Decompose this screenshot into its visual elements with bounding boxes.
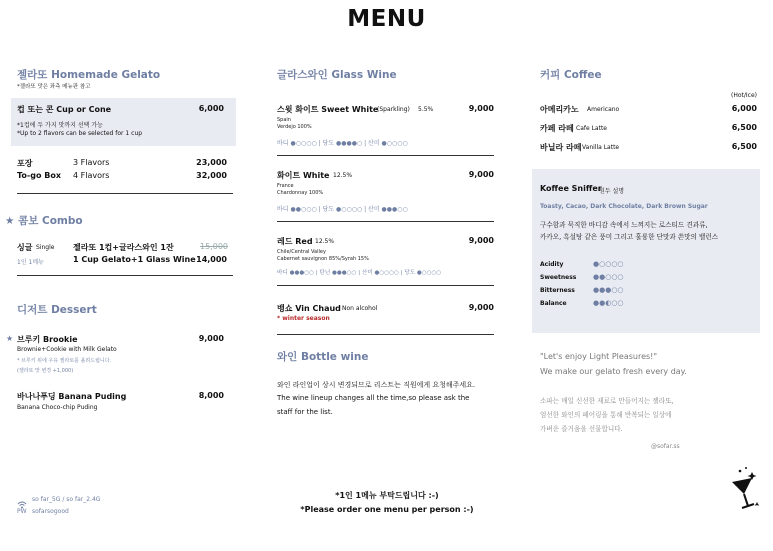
dessert-heading: 디저트 Dessert xyxy=(17,304,97,316)
togo-label-en: To-go Box xyxy=(17,171,61,180)
combo-name-kr: 싱글 xyxy=(17,243,33,252)
sniffer-desc-2: 카카오, 흑설탕 같은 풍미 그리고 훌륭한 단맛과 쓴맛의 밸런스 xyxy=(540,233,719,241)
bottle-line-2: The wine lineup changes all the time,so please ask the xyxy=(277,394,470,402)
about-line-3: 가벼운 즐거움을 선물합니다. xyxy=(540,425,623,433)
bottle-line-3: staff for the list. xyxy=(277,408,333,416)
combo-old-price: 15,000 xyxy=(200,242,228,251)
coffee-heading: 커피 Coffee xyxy=(540,69,602,81)
page-title: MENU xyxy=(347,6,426,32)
combo-desc-en: 1 Cup Gelato+1 Glass Wine xyxy=(73,255,196,264)
americano-name-kr: 아메리카노 xyxy=(540,105,579,114)
order-note-en: *Please order one menu per person :-) xyxy=(300,505,474,514)
brookie-price: 9,000 xyxy=(198,334,224,343)
americano-name-en: Americano xyxy=(587,106,620,113)
gelato-cup-note-en: *Up to 2 flavors can be selected for 1 cup xyxy=(17,130,143,137)
cocktail-glass-icon xyxy=(722,466,762,520)
gelato-note: *젤라또 맛은 좌측 메뉴판 참고 xyxy=(17,84,91,90)
gelato-heading: 젤라또 Homemade Gelato xyxy=(17,69,161,81)
combo-price: 14,000 xyxy=(196,255,227,264)
vanilla-name-kr: 바닐라 라떼 xyxy=(540,143,582,152)
wine-1-grape: Verdejo 100% xyxy=(277,124,312,130)
vinchaud-price: 9,000 xyxy=(468,303,494,312)
togo-option-3: 3 Flavors xyxy=(73,158,110,167)
glass-heading: 글라스와인 Glass Wine xyxy=(277,69,397,81)
vinchaud-name: 뱅쇼 Vin Chaud xyxy=(277,304,341,313)
wine-2-grape: Chardonnay 100% xyxy=(277,190,324,196)
wine-3-taste: 바디 ●●●○○ | 탄닌 ●●●○○ | 산미 ●○○○○ | 당도 ●○○○○ xyxy=(277,270,442,276)
bitterness-label: Bitterness xyxy=(540,287,575,294)
latte-name-kr: 카페 라떼 xyxy=(540,124,574,133)
wine-2-name: 화이트 White xyxy=(277,171,330,180)
sweetness-rating: ●●○○○ xyxy=(593,273,624,281)
sniffer-desc-1: 구수함과 묵직한 바디감 속에서 느껴지는 로스티드 견과류, xyxy=(540,221,708,229)
instagram-handle: @sofar.ss xyxy=(651,443,680,450)
togo-price-3: 23,000 xyxy=(196,158,227,167)
divider xyxy=(17,275,233,276)
wifi-pw-label: PW xyxy=(17,508,27,515)
about-line-2: 엄선한 와인의 페어링을 통해 반복되는 일상에 xyxy=(540,411,672,419)
togo-price-4: 32,000 xyxy=(196,171,227,180)
togo-option-4: 4 Flavors xyxy=(73,171,110,180)
sniffer-sub: 원두 설명 xyxy=(599,188,625,195)
wifi-password: sofarsogood xyxy=(32,508,69,515)
brookie-sub: Brownie+Cookie with Milk Gelato xyxy=(17,346,117,353)
brookie-note-2: (젤라또 맛 변경 +1,000) xyxy=(17,368,74,374)
bottle-heading: 와인 Bottle wine xyxy=(277,351,369,363)
gelato-cup-price: 6,000 xyxy=(198,104,224,113)
wine-2-price: 9,000 xyxy=(468,170,494,179)
vanilla-price: 6,500 xyxy=(731,142,757,151)
combo-sub: 1인 1메뉴 xyxy=(17,259,44,266)
bottle-line-1: 와인 라인업이 상시 변경되므로 리스트는 직원에게 요청해주세요. xyxy=(277,381,476,389)
sniffer-name: Koffee Sniffer xyxy=(540,184,602,193)
wifi-ssid: so far_5G / so far_2.4G xyxy=(32,496,101,503)
order-note-kr: *1인 1메뉴 부탁드립니다 :-) xyxy=(335,491,439,500)
quote-line-2: We make our gelato fresh every day. xyxy=(540,367,687,376)
wine-2-taste: 바디 ●●○○○ | 당도 ●○○○○ | 산미 ●●●○○ xyxy=(277,206,408,213)
vanilla-name-en: Vanilla Latte xyxy=(582,144,620,151)
wine-1-abv: 5.5% xyxy=(418,106,434,113)
pudding-name: 바나나푸딩 Banana Puding xyxy=(17,392,127,401)
divider xyxy=(277,285,494,286)
vinchaud-note: * winter season xyxy=(277,315,330,322)
wine-3-abv: 12.5% xyxy=(315,238,335,245)
acidity-rating: ●○○○○ xyxy=(593,260,624,268)
quote-line-1: "Let's enjoy Light Pleasures!" xyxy=(540,352,658,361)
divider xyxy=(277,334,494,335)
sweetness-label: Sweetness xyxy=(540,274,577,281)
vinchaud-tag: Non alcohol xyxy=(342,305,378,312)
latte-price: 6,500 xyxy=(731,123,757,132)
wine-3-price: 9,000 xyxy=(468,236,494,245)
wine-1-name: 스윗 화이트 Sweet White xyxy=(277,105,379,114)
combo-desc-kr: 젤라또 1컵+글라스와인 1잔 xyxy=(73,243,174,252)
gelato-cup-note-kr: *1컵에 두 가지 맛까지 선택 가능 xyxy=(17,122,103,129)
wine-3-name: 레드 Red xyxy=(277,237,313,246)
wine-1-taste: 바디 ●○○○○ | 당도 ●●●●○ | 산미 ●○○○○ xyxy=(277,140,408,147)
pudding-sub: Banana Choco-chip Puding xyxy=(17,404,98,411)
wine-2-origin: France xyxy=(277,183,294,189)
divider xyxy=(277,155,494,156)
combo-name-en: Single xyxy=(36,244,55,251)
americano-price: 6,000 xyxy=(731,104,757,113)
wine-3-grape: Cabernet sauvignon 85%/Syrah 15% xyxy=(277,256,369,262)
bitterness-rating: ●●●○○ xyxy=(593,286,624,294)
about-line-1: 소파는 매일 신선한 재료로 만들어지는 젤라또, xyxy=(540,397,674,405)
divider xyxy=(17,193,233,194)
togo-label-kr: 포장 xyxy=(17,159,33,168)
wine-3-origin: Chile/Central Valley xyxy=(277,249,326,255)
coffee-unit: (Hot/Ice) xyxy=(731,92,757,99)
gelato-cup-name: 컵 또는 콘 Cup or Cone xyxy=(17,105,112,114)
balance-rating: ●●◐○○ xyxy=(593,299,624,307)
wine-1-origin: Spain xyxy=(277,117,291,123)
wine-1-price: 9,000 xyxy=(468,104,494,113)
brookie-note-1: * 브루키 위에 우유 젤라또를 올려드립니다. xyxy=(17,358,112,364)
combo-heading: ★ 콤보 Combo xyxy=(5,215,83,227)
brookie-name: 브루키 Brookie xyxy=(17,335,78,344)
sniffer-notes: Toasty, Cacao, Dark Chocolate, Dark Brown Sugar xyxy=(540,203,708,210)
balance-label: Balance xyxy=(540,300,567,307)
sniffer-box xyxy=(532,169,760,333)
dessert-star-icon: ★ xyxy=(6,334,14,343)
wine-1-tag: (Sparkling) xyxy=(377,106,410,113)
pudding-price: 8,000 xyxy=(198,391,224,400)
acidity-label: Acidity xyxy=(540,261,564,268)
divider xyxy=(277,221,494,222)
wine-2-abv: 12.5% xyxy=(333,172,353,179)
latte-name-en: Cafe Latte xyxy=(576,125,607,132)
